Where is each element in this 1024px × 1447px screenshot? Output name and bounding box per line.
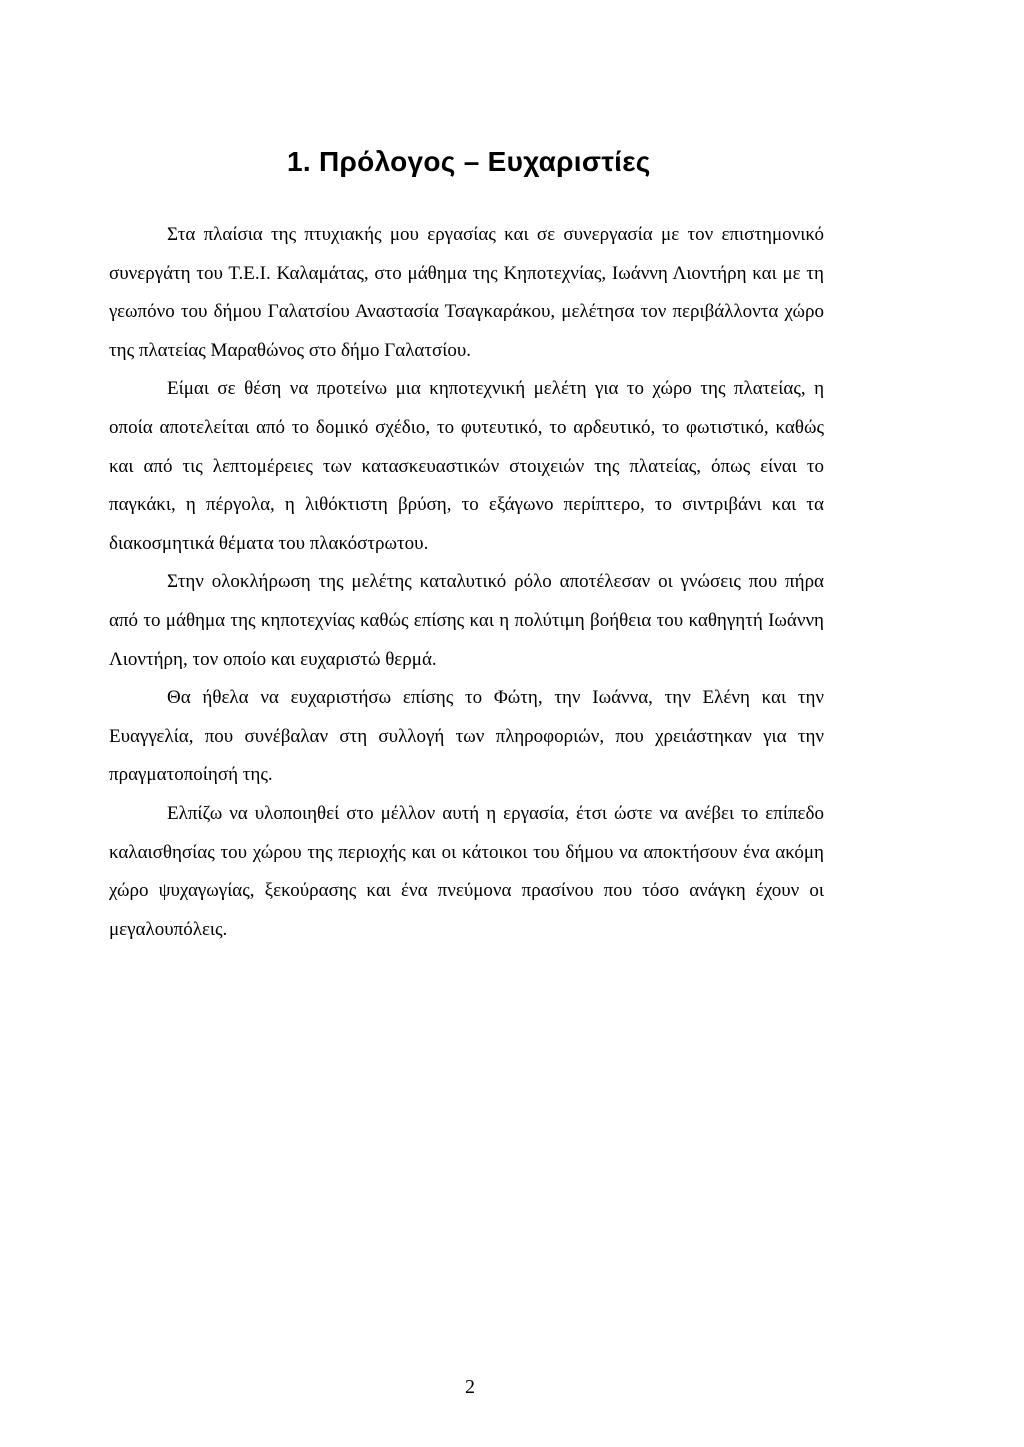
paragraph-acknowledgement-friends: Θα ήθελα να ευχαριστήσω επίσης το Φώτη, την Ιωάννα, την Ελένη και την Ευαγγελία, που συνέβαλαν στη συλλογή των πληροφοριών, που χρειάστηκαν για την πραγματοποίησή της. xyxy=(109,687,824,786)
paragraph-proposal: Είμαι σε θέση να προτείνω μια κηποτεχνική μελέτη για το χώρο της πλατείας, η οποία αποτελείται από το δομικό σχέδιο, το φυτευτικό, το αρδευτικό, το φωτιστικό, καθώς και από τις λεπτομέρειες των κατασκευαστικών στοιχειών της πλατείας, όπως είναι το παγκάκι, η πέργολα, η λιθόκτιστη βρύση, το εξάγωνο περίπτερο, το σιντριβάνι και τα διακοσμητικά θέματα του πλακόστρωτου. xyxy=(109,378,824,554)
paragraph-acknowledgement-professor: Στην ολοκλήρωση της μελέτης καταλυτικό ρόλο αποτέλεσαν οι γνώσεις που πήρα από το μάθημα της κηποτεχνίας καθώς επίσης και η πολύτιμη βοήθεια του καθηγητή Ιωάννη Λιοντήρη, τον οποίο και ευχαριστώ θερμά. xyxy=(109,571,824,670)
body-text xyxy=(109,216,824,949)
page-number: 2 xyxy=(465,1376,475,1398)
paragraph-closing: Ελπίζω να υλοποιηθεί στο μέλλον αυτή η εργασία, έτσι ώστε να ανέβει το επίπεδο καλαισθησίας του χώρου της περιοχής και οι κάτοικοι του δήμου να αποκτήσουν ένα ακόμη χώρο ψυχαγωγίας, ξεκούρασης και ένα πνεύμονα πρασίνου που τόσο ανάγκη έχουν οι μεγαλουπόλεις. xyxy=(109,802,824,940)
section-heading: 1. Πρόλογος – Ευχαριστίες xyxy=(287,146,651,177)
paragraph-intro: Στα πλαίσια της πτυχιακής μου εργασίας και σε συνεργασία με τον επιστημονικό συνεργάτη του Τ.Ε.Ι. Καλαμάτας, στο μάθημα της Κηποτεχνίας, Ιωάννη Λιοντήρη και με τη γεωπόνο του δήμου Γαλατσίου Αναστασία Τσαγκαράκου, μελέτησα τον περιβάλλοντα χώρο της πλατείας Μαραθώνος στο δήμο Γαλατσίου. xyxy=(109,224,824,361)
